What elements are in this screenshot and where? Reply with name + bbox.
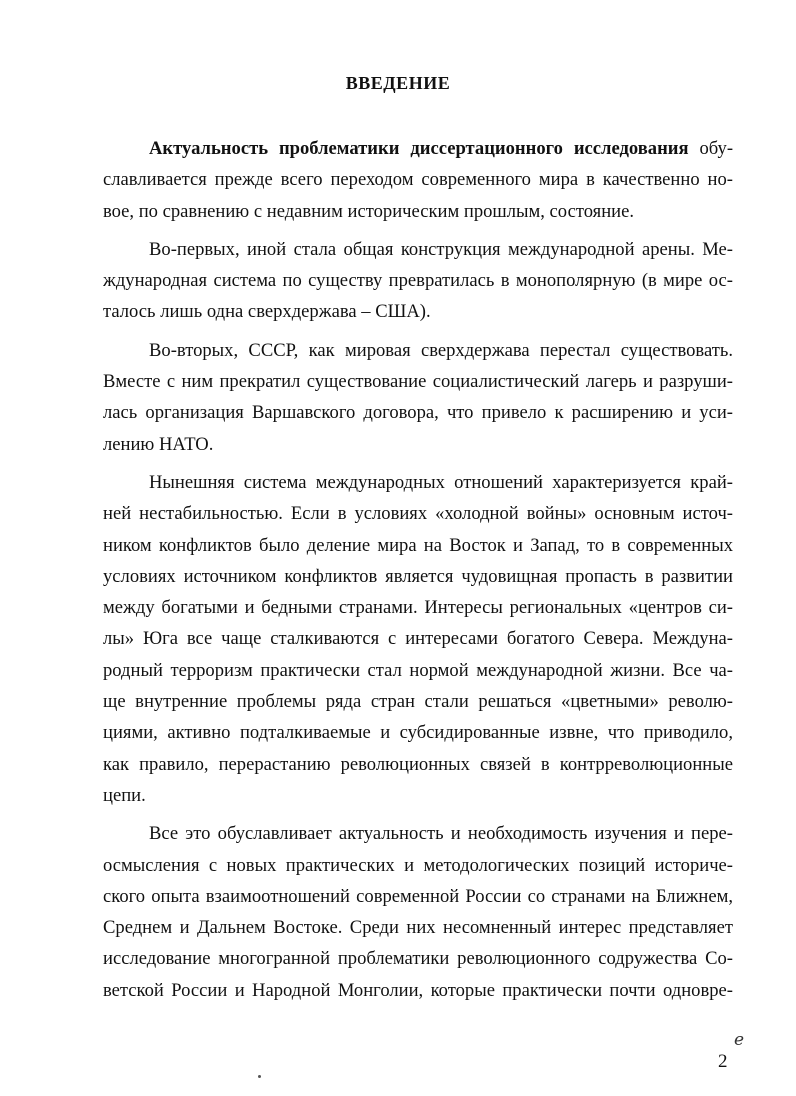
text-line: вое, по сравнению с недавним историческим прошлым, состояние.: [103, 200, 635, 222]
text-line: [103, 133, 733, 164]
text-line: между богатыми и бедными странами. Интересы региональных «центров си-: [103, 597, 733, 619]
text-line: условиях источником конфликтов является чудовищная пропасть в развитии: [103, 565, 733, 587]
line-text: обу-: [688, 138, 733, 159]
text-line: ником конфликтов было деление мира на Восток и Запад, то в современных: [103, 534, 733, 556]
body-text: [103, 133, 733, 1006]
text-line: исследование многогранной проблематики революционного содружества Со-: [103, 948, 733, 970]
scan-speck: [258, 1075, 261, 1078]
text-line: Вместе с ним прекратил существование социалистический лагерь и разруши-: [103, 371, 733, 393]
text-line: как правило, перерастанию революционных связей в контрреволюционные: [103, 753, 733, 775]
page-number: 2: [718, 1051, 728, 1072]
text-line: осмысления с новых практических и методологических позиций историче-: [103, 854, 733, 876]
text-line: славливается прежде всего переходом современного мира в качественно но-: [103, 169, 733, 191]
text-line: талось лишь одна сверхдержава – США).: [103, 301, 431, 323]
text-line: ще внутренние проблемы ряда стран стали решаться «цветными» револю-: [103, 691, 733, 713]
text-line: циями, активно подталкиваемые и субсидированные извне, что приводило,: [103, 722, 733, 744]
handwritten-mark: е: [734, 1030, 745, 1050]
text-line: ждународная система по существу превратилась в монополярную (в мире ос-: [103, 270, 733, 292]
text-line: Все это обуславливает актуальность и необходимость изучения и пере-: [149, 823, 733, 845]
text-line: Нынешняя система международных отношений характеризуется край-: [149, 471, 733, 493]
page-title: ВВЕДЕНИЕ: [345, 73, 451, 93]
text-line: Во-первых, иной стала общая конструкция международной арены. Ме-: [149, 238, 733, 260]
paragraph-gap: [103, 328, 733, 335]
text-line: цепи.: [103, 784, 146, 806]
text-line: родный терроризм практически стал нормой международной жизни. Все ча-: [103, 659, 733, 681]
text-line: лению НАТО.: [103, 433, 214, 455]
text-line: ветской России и Народной Монголии, которые практически почти одновре-: [103, 979, 733, 1001]
text-line: лы» Юга все чаще сталкиваются с интересами богатого Севера. Междуна-: [103, 628, 733, 650]
text-line: Во-вторых, СССР, как мировая сверхдержава перестал существовать.: [149, 339, 733, 361]
paragraph-gap: [103, 227, 733, 234]
text-line: ней нестабильностью. Если в условиях «холодной войны» основным источ-: [103, 503, 733, 525]
text-line: Среднем и Дальнем Востоке. Среди них несомненный интерес представляет: [103, 917, 733, 939]
text-line: ского опыта взаимоотношений современной России со странами на Ближнем,: [103, 885, 733, 907]
text-line: лась организация Варшавского договора, что привело к расширению и уси-: [103, 402, 733, 424]
paragraph-gap: [103, 460, 733, 467]
bold-lead-phrase: Актуальность проблематики диссертационного исследования: [149, 138, 689, 159]
paragraph-gap: [103, 811, 733, 818]
